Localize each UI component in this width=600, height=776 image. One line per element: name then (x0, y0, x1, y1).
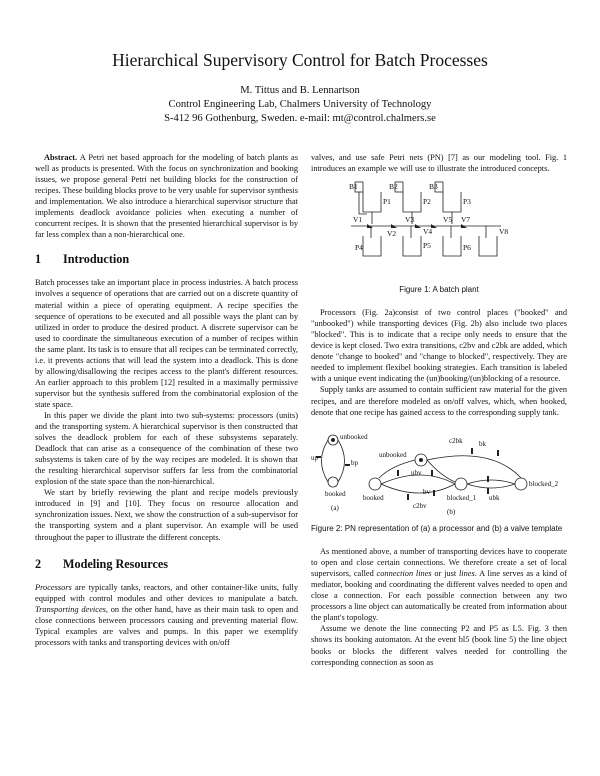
figure-1-caption: Figure 1: A batch plant (399, 285, 479, 295)
fig1-label-tank: P3 (463, 197, 471, 207)
left-column (35, 152, 298, 648)
paragraph: Processors are typically tanks, reactors, and other container-like units, fully equipped with control modules and other devices to manipulate a batch. Transporting devices, on the other hand, have as their main task to open and close connections between processors causing and preventing material flow. Typical examples are valves and pumps. In this paper we exemplify processors with tanks and transporting devices with on/off (35, 582, 298, 647)
paragraph: Assume we denote the line connecting P2 and P5 as L5. Fig. 3 then shows its booking automaton. At the event bl5 (book line 5) the line object books or blocks the different valves needed for controlling the corresponding connection as soon as (311, 624, 567, 667)
fig2a-label: unbooked (340, 432, 368, 441)
tank (479, 236, 497, 256)
fig2b-label: c2bv (413, 501, 427, 510)
fig2a-label: up (311, 453, 318, 462)
fig1-label-tank: P1 (383, 197, 391, 207)
place-booked (328, 477, 338, 487)
fig2b-label: bv (423, 487, 430, 496)
paragraph: We start by briefly reviewing the plant and recipe models previously introduced in [9] and [10]. They focus on resource allocation and synchronization issues. Next, we show the construction of a sub-supervisor for the transporting system and a plant supervisor. An example will be used throughout the paper to illustrate the different concepts. (35, 488, 298, 542)
place-booked (369, 478, 381, 490)
fig2a-label: booked (325, 489, 346, 498)
place-blocked-2 (515, 478, 527, 490)
fig2b-label: (b) (447, 507, 456, 516)
figure-2-pn-representation (311, 426, 567, 518)
paper-title: Hierarchical Supervisory Control for Batch Processes (112, 50, 488, 70)
fig1-label-tank: P2 (423, 197, 431, 207)
tank (403, 236, 421, 256)
paragraph: In this paper we divide the plant into two sub-systems: processors (units) and the transporting system. A hierarchical supervisor is then constructed that solves the deadlock problem for each of these subsystems separately. Deadlock that can arise as a consequence of the combination of these two subsystems is taken care of by the way recipes are modeled. It is shown that the resulting hierarchical supervisor suffers far less from the combinatorial explosion of the state space than the non-hierarchical. (35, 410, 298, 487)
authors: M. Tittus and B. Lennartson (240, 85, 360, 96)
section-heading-introduction: 1 Introduction (35, 252, 130, 267)
address: S-412 96 Gothenburg, Sweden. e-mail: mt@control.chalmers.se (164, 113, 436, 125)
fig2a-label: bp (351, 458, 358, 467)
fig2b-label: blocked_2 (529, 479, 559, 488)
fig1-label-valve: V5 (443, 215, 453, 225)
fig1-label-supply: B1 (349, 182, 358, 192)
fig1-label-valve: V1 (353, 215, 363, 225)
affiliation: Control Engineering Lab, Chalmers University of Technology (168, 99, 432, 111)
fig2b-label: c2bk (449, 436, 463, 445)
fig2b-label: unbooked (379, 450, 407, 459)
tank (403, 192, 421, 212)
fig2a-label: (a) (331, 503, 339, 512)
fig2b-label: bk (479, 439, 486, 448)
fig1-label-tank: P6 (463, 243, 471, 253)
fig1-label-tank: P5 (423, 241, 431, 251)
tank (443, 192, 461, 212)
fig2b-label: ubv (411, 468, 422, 477)
right-column (311, 152, 567, 668)
section-heading-modeling-resources: 2 Modeling Resources (35, 556, 169, 571)
fig1-label-supply: B3 (429, 182, 438, 192)
paragraph: Batch processes take an important place in process industries. A batch process involves a sequence of operations that are carried out on a discrete quantity of material within a piece of operating equipment. A recipe specifies the sequence of operations to be executed and all possible ways the plant can by utilized in order to produce the desired product. A discrete supervisor can be used to coordinate the simultaneous execution of a number of recipes within the same plant. Its task is to ensure that all recipes can be terminated correctly, i.e. it prevents actions that will lead the system into a deadlock. This is done by allowing/disallowing the recipes access to the plant's different resources. An earlier approach to this problem [12] resulted in a maximally permissive supervisor but the synthesis suffered from the combinatorial explosion of the state space. (35, 278, 298, 409)
fig2b-label: booked (363, 493, 384, 502)
tank (443, 236, 461, 256)
figure-1-batch-plant (311, 178, 567, 278)
fig1-label-valve: V4 (423, 227, 433, 237)
tank (363, 192, 381, 212)
fig2b-label: blocked_1 (447, 493, 477, 502)
paragraph: valves, and use safe Petri nets (PN) [7] as our modeling tool. Fig. 1 introduces an example we will use to illustrate the introduced concepts. (311, 153, 567, 174)
fig1-label-tank: P4 (355, 243, 363, 253)
figure-2-caption: Figure 2: PN representation of (a) a processor and (b) a valve template (311, 523, 563, 533)
paragraph: As mentioned above, a number of transporting devices have to cooperate to open and close certain connections. We therefore create a set of local supervisors, called connection lines or just lines. A line serves as a kind of mediator, booking and coordinating the different valves needed to open and close a connection. For each possible connection between any two processors a line object can automatically be created from information about the plant's topology. (311, 547, 567, 623)
fig1-label-valve: V2 (387, 229, 397, 239)
paragraph: Processors (Fig. 2a)consist of two control places ("booked" and "unbooked") while transporting devices (Fig. 2b) also include two places "blocked". This is to indicate that a recipe only needs to ensure that the device is kept closed. Two extra transitions, c2bv and c2bk are added, which denote "change to booked" and "change to blocked", respectively. They are needed to implement flexibel booking strategies. Each transition is labeled with a unique event indicating the (un)booking/(un)blocking of a resource. (311, 308, 567, 384)
fig1-label-supply: B2 (389, 182, 398, 192)
abstract-label: Abstract. (44, 153, 78, 162)
fig1-label-valve: V3 (405, 215, 415, 225)
abstract-text: A Petri net based approach for the modeling of batch plants as well as products is presented. With the focus on synchronization and booking issues, we propose general Petri net building blocks for the construction of recipes. These building blocks prove to be very usable for supervisor synthesis and implementation. We also introduce a hierarchical supervisor structure that implements deadlock avoidance policies when executing a number of concurrent recipes. It is shown that the presented hierarchical supervisor is by far less complex than a non-hierarchical one. (35, 153, 298, 240)
tank (363, 236, 381, 256)
fig1-label-valve: V8 (499, 227, 509, 237)
author-block (0, 84, 600, 127)
fig2b-label: ubk (489, 493, 500, 502)
paragraph: Supply tanks are assumed to contain sufficient raw material for the given recipes, and are therefore modeled as on/off valves, which, when booked, denote that one recipe has gained access to the corresponding supply tank. (311, 385, 567, 417)
fig1-label-valve: V7 (461, 215, 471, 225)
abstract (35, 152, 298, 240)
place-blocked-1 (455, 478, 467, 490)
